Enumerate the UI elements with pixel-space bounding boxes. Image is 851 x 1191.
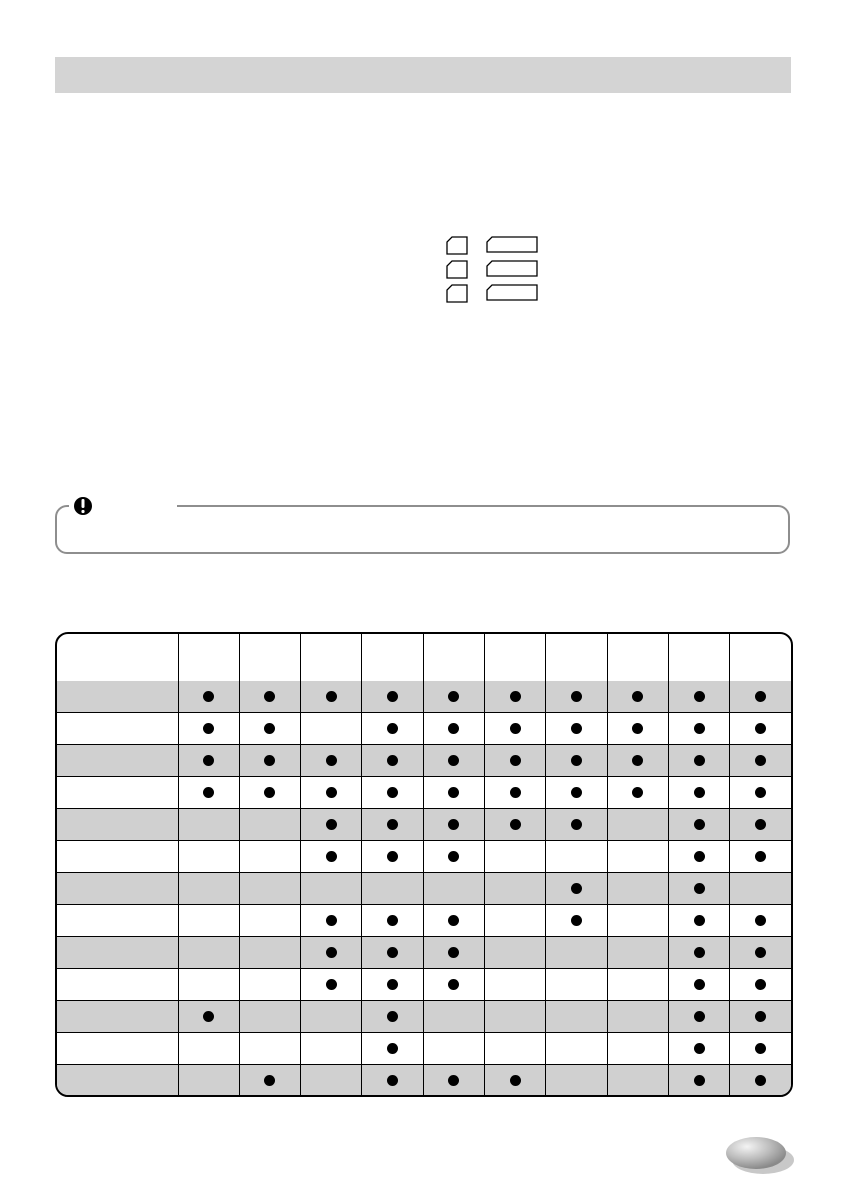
table-row (57, 873, 791, 905)
supported-dot-icon (448, 723, 459, 734)
matrix-cell (239, 841, 300, 873)
supported-dot-icon (203, 787, 214, 798)
supported-dot-icon (571, 883, 582, 894)
matrix-cell (730, 1033, 791, 1065)
supported-dot-icon (755, 947, 766, 958)
matrix-cell (484, 681, 545, 713)
supported-dot-icon (510, 723, 521, 734)
row-label-cell (57, 713, 178, 745)
supported-dot-icon (510, 819, 521, 830)
matrix-cell (178, 777, 239, 809)
supported-dot-icon (755, 819, 766, 830)
supported-dot-icon (326, 851, 337, 862)
supported-dot-icon (571, 819, 582, 830)
matrix-cell (423, 873, 484, 905)
matrix-cell (484, 969, 545, 1001)
supported-dot-icon (387, 915, 398, 926)
matrix-cell (546, 745, 607, 777)
matrix-cell (362, 681, 423, 713)
supported-dot-icon (264, 723, 275, 734)
column-header (607, 634, 668, 681)
matrix-cell (607, 713, 668, 745)
tag-small-icon (446, 236, 468, 255)
matrix-cell (668, 969, 729, 1001)
matrix-cell (178, 713, 239, 745)
matrix-cell (730, 1001, 791, 1033)
matrix-cell (730, 937, 791, 969)
matrix-cell (239, 777, 300, 809)
matrix-cell (362, 809, 423, 841)
column-header (239, 634, 300, 681)
matrix-cell (546, 809, 607, 841)
matrix-cell (730, 745, 791, 777)
supported-dot-icon (448, 755, 459, 766)
selector-row-2 (446, 260, 538, 284)
matrix-cell (484, 1001, 545, 1033)
matrix-cell (668, 745, 729, 777)
matrix-cell (301, 777, 362, 809)
matrix-cell (239, 809, 300, 841)
supported-dot-icon (448, 691, 459, 702)
matrix-cell (178, 969, 239, 1001)
supported-dot-icon (694, 883, 705, 894)
matrix-cell (607, 1001, 668, 1033)
table-body (57, 681, 791, 1096)
supported-dot-icon (264, 1075, 275, 1086)
matrix-cell (301, 841, 362, 873)
matrix-cell (301, 681, 362, 713)
matrix-cell (301, 745, 362, 777)
supported-dot-icon (694, 691, 705, 702)
supported-dot-icon (264, 787, 275, 798)
matrix-cell (178, 841, 239, 873)
matrix-cell (484, 841, 545, 873)
matrix-cell (423, 1001, 484, 1033)
matrix-cell (668, 713, 729, 745)
matrix-cell (362, 745, 423, 777)
column-header (301, 634, 362, 681)
matrix-cell (423, 1065, 484, 1097)
supported-dot-icon (203, 755, 214, 766)
supported-dot-icon (448, 915, 459, 926)
matrix-cell (546, 1033, 607, 1065)
matrix-cell (178, 1001, 239, 1033)
matrix-cell (423, 905, 484, 937)
supported-dot-icon (326, 915, 337, 926)
matrix-cell (178, 937, 239, 969)
matrix-cell (423, 969, 484, 1001)
supported-dot-icon (755, 1011, 766, 1022)
row-label-cell (57, 1001, 178, 1033)
selector-row-3 (446, 284, 538, 308)
matrix-cell (668, 937, 729, 969)
supported-dot-icon (203, 1011, 214, 1022)
matrix-cell (362, 713, 423, 745)
matrix-cell (730, 713, 791, 745)
matrix-cell (730, 905, 791, 937)
supported-dot-icon (326, 947, 337, 958)
table-header-row (57, 634, 791, 681)
matrix-cell (484, 905, 545, 937)
matrix-cell (607, 745, 668, 777)
note-box (55, 505, 790, 554)
supported-dot-icon (326, 691, 337, 702)
supported-dot-icon (632, 755, 643, 766)
supported-dot-icon (387, 723, 398, 734)
supported-dot-icon (571, 787, 582, 798)
matrix-cell (178, 905, 239, 937)
row-label-cell (57, 809, 178, 841)
supported-dot-icon (387, 947, 398, 958)
supported-dot-icon (755, 691, 766, 702)
supported-dot-icon (755, 755, 766, 766)
tag-small-icon (446, 260, 468, 279)
row-label-cell (57, 745, 178, 777)
supported-dot-icon (755, 1075, 766, 1086)
matrix-cell (362, 905, 423, 937)
supported-dot-icon (387, 819, 398, 830)
matrix-cell (239, 713, 300, 745)
supported-dot-icon (632, 691, 643, 702)
oval-page-badge-icon (724, 1133, 796, 1177)
matrix-cell (668, 809, 729, 841)
row-label-cell (57, 969, 178, 1001)
matrix-cell (362, 873, 423, 905)
tag-large-icon (486, 260, 538, 277)
matrix-cell (178, 1065, 239, 1097)
supported-dot-icon (571, 915, 582, 926)
matrix-cell (607, 777, 668, 809)
supported-dot-icon (510, 787, 521, 798)
supported-dot-icon (387, 1043, 398, 1054)
matrix-cell (239, 1033, 300, 1065)
matrix-cell (423, 809, 484, 841)
supported-dot-icon (694, 1075, 705, 1086)
matrix-cell (484, 937, 545, 969)
supported-dot-icon (203, 691, 214, 702)
supported-dot-icon (632, 723, 643, 734)
matrix-cell (546, 937, 607, 969)
supported-dot-icon (694, 1043, 705, 1054)
supported-dot-icon (694, 755, 705, 766)
matrix-cell (484, 1065, 545, 1097)
matrix-cell (484, 745, 545, 777)
matrix-cell (484, 1033, 545, 1065)
matrix-cell (301, 809, 362, 841)
matrix-cell (239, 681, 300, 713)
row-label-cell (57, 841, 178, 873)
matrix-cell (178, 745, 239, 777)
row-label-cell (57, 681, 178, 713)
matrix-cell (301, 1065, 362, 1097)
matrix-cell (668, 777, 729, 809)
matrix-cell (607, 809, 668, 841)
matrix-cell (239, 1001, 300, 1033)
exclamation-circle-icon (71, 494, 95, 518)
matrix-cell (607, 937, 668, 969)
supported-dot-icon (694, 979, 705, 990)
supported-dot-icon (326, 979, 337, 990)
table-row (57, 841, 791, 873)
supported-dot-icon (571, 723, 582, 734)
supported-dot-icon (326, 787, 337, 798)
table-row (57, 713, 791, 745)
matrix-cell (668, 905, 729, 937)
row-label-cell (57, 1065, 178, 1097)
matrix-cell (607, 1033, 668, 1065)
supported-dot-icon (387, 1075, 398, 1086)
column-header (484, 634, 545, 681)
table-row (57, 937, 791, 969)
supported-dot-icon (387, 691, 398, 702)
matrix-cell (730, 777, 791, 809)
matrix-cell (730, 873, 791, 905)
matrix-cell (730, 969, 791, 1001)
supported-dot-icon (448, 947, 459, 958)
supported-dot-icon (387, 979, 398, 990)
matrix-cell (668, 1001, 729, 1033)
matrix-cell (546, 713, 607, 745)
supported-dot-icon (448, 851, 459, 862)
matrix-cell (668, 681, 729, 713)
matrix-cell (668, 873, 729, 905)
matrix-cell (301, 905, 362, 937)
matrix-cell (301, 873, 362, 905)
matrix-cell (362, 1065, 423, 1097)
supported-dot-icon (571, 691, 582, 702)
compatibility-table (55, 632, 793, 1097)
matrix-cell (607, 841, 668, 873)
matrix-cell (546, 681, 607, 713)
matrix-cell (362, 1033, 423, 1065)
row-label-cell (57, 937, 178, 969)
header-corner-cell (57, 634, 178, 681)
matrix-cell (178, 1033, 239, 1065)
matrix-cell (484, 809, 545, 841)
supported-dot-icon (264, 691, 275, 702)
supported-dot-icon (264, 755, 275, 766)
table-row (57, 1001, 791, 1033)
column-header (546, 634, 607, 681)
supported-dot-icon (694, 819, 705, 830)
column-header (178, 634, 239, 681)
matrix-cell (546, 841, 607, 873)
row-label-cell (57, 777, 178, 809)
supported-dot-icon (755, 723, 766, 734)
supported-dot-icon (387, 1011, 398, 1022)
matrix-cell (423, 713, 484, 745)
selector-row-1 (446, 236, 538, 260)
matrix-cell (301, 713, 362, 745)
supported-dot-icon (448, 1075, 459, 1086)
matrix-cell (239, 745, 300, 777)
supported-dot-icon (755, 851, 766, 862)
matrix-cell (239, 873, 300, 905)
supported-dot-icon (448, 979, 459, 990)
supported-dot-icon (387, 851, 398, 862)
matrix-cell (607, 969, 668, 1001)
matrix-cell (730, 809, 791, 841)
supported-dot-icon (755, 1043, 766, 1054)
supported-dot-icon (510, 691, 521, 702)
matrix-cell (423, 745, 484, 777)
matrix-cell (607, 1065, 668, 1097)
tag-large-icon (486, 236, 538, 253)
matrix-cell (484, 777, 545, 809)
table-row (57, 1065, 791, 1097)
supported-dot-icon (571, 755, 582, 766)
matrix-cell (546, 777, 607, 809)
matrix-cell (730, 681, 791, 713)
matrix-cell (668, 841, 729, 873)
matrix-cell (546, 873, 607, 905)
matrix-cell (362, 937, 423, 969)
column-header (668, 634, 729, 681)
supported-dot-icon (448, 787, 459, 798)
supported-dot-icon (203, 723, 214, 734)
matrix-cell (362, 777, 423, 809)
matrix-cell (546, 1065, 607, 1097)
matrix-cell (484, 713, 545, 745)
matrix-cell (607, 681, 668, 713)
header-bar (55, 57, 791, 93)
matrix-cell (423, 1033, 484, 1065)
supported-dot-icon (510, 755, 521, 766)
matrix-cell (607, 873, 668, 905)
table-row (57, 1033, 791, 1065)
supported-dot-icon (755, 979, 766, 990)
matrix-cell (607, 905, 668, 937)
matrix-cell (423, 937, 484, 969)
table-row (57, 681, 791, 713)
row-label-cell (57, 873, 178, 905)
matrix-cell (239, 937, 300, 969)
supported-dot-icon (694, 851, 705, 862)
supported-dot-icon (510, 1075, 521, 1086)
matrix-cell (301, 1001, 362, 1033)
table-row (57, 969, 791, 1001)
matrix-cell (301, 1033, 362, 1065)
matrix-cell (730, 841, 791, 873)
matrix-cell (423, 681, 484, 713)
supported-dot-icon (387, 787, 398, 798)
supported-dot-icon (694, 787, 705, 798)
matrix-cell (301, 969, 362, 1001)
supported-dot-icon (448, 819, 459, 830)
supported-dot-icon (755, 915, 766, 926)
tag-large-icon (486, 284, 538, 301)
supported-dot-icon (694, 915, 705, 926)
supported-dot-icon (694, 1011, 705, 1022)
supported-dot-icon (694, 723, 705, 734)
matrix-cell (178, 873, 239, 905)
matrix-cell (239, 1065, 300, 1097)
feature-matrix (57, 634, 791, 1096)
row-label-cell (57, 1033, 178, 1065)
matrix-cell (178, 809, 239, 841)
matrix-cell (301, 937, 362, 969)
matrix-cell (546, 1001, 607, 1033)
table-row (57, 777, 791, 809)
matrix-cell (362, 969, 423, 1001)
supported-dot-icon (755, 787, 766, 798)
supported-dot-icon (694, 947, 705, 958)
matrix-cell (484, 873, 545, 905)
supported-dot-icon (326, 755, 337, 766)
column-header (423, 634, 484, 681)
matrix-cell (423, 841, 484, 873)
matrix-cell (730, 1065, 791, 1097)
matrix-cell (239, 969, 300, 1001)
matrix-cell (423, 777, 484, 809)
supported-dot-icon (326, 819, 337, 830)
table-row (57, 745, 791, 777)
option-selector-group (446, 236, 538, 308)
table-row (57, 809, 791, 841)
matrix-cell (668, 1065, 729, 1097)
row-label-cell (57, 905, 178, 937)
column-header (730, 634, 791, 681)
matrix-cell (362, 1001, 423, 1033)
matrix-cell (546, 905, 607, 937)
tag-small-icon (446, 284, 468, 303)
supported-dot-icon (632, 787, 643, 798)
matrix-cell (178, 681, 239, 713)
matrix-cell (668, 1033, 729, 1065)
column-header (362, 634, 423, 681)
supported-dot-icon (387, 755, 398, 766)
matrix-cell (546, 969, 607, 1001)
matrix-cell (362, 841, 423, 873)
table-row (57, 905, 791, 937)
matrix-cell (239, 905, 300, 937)
